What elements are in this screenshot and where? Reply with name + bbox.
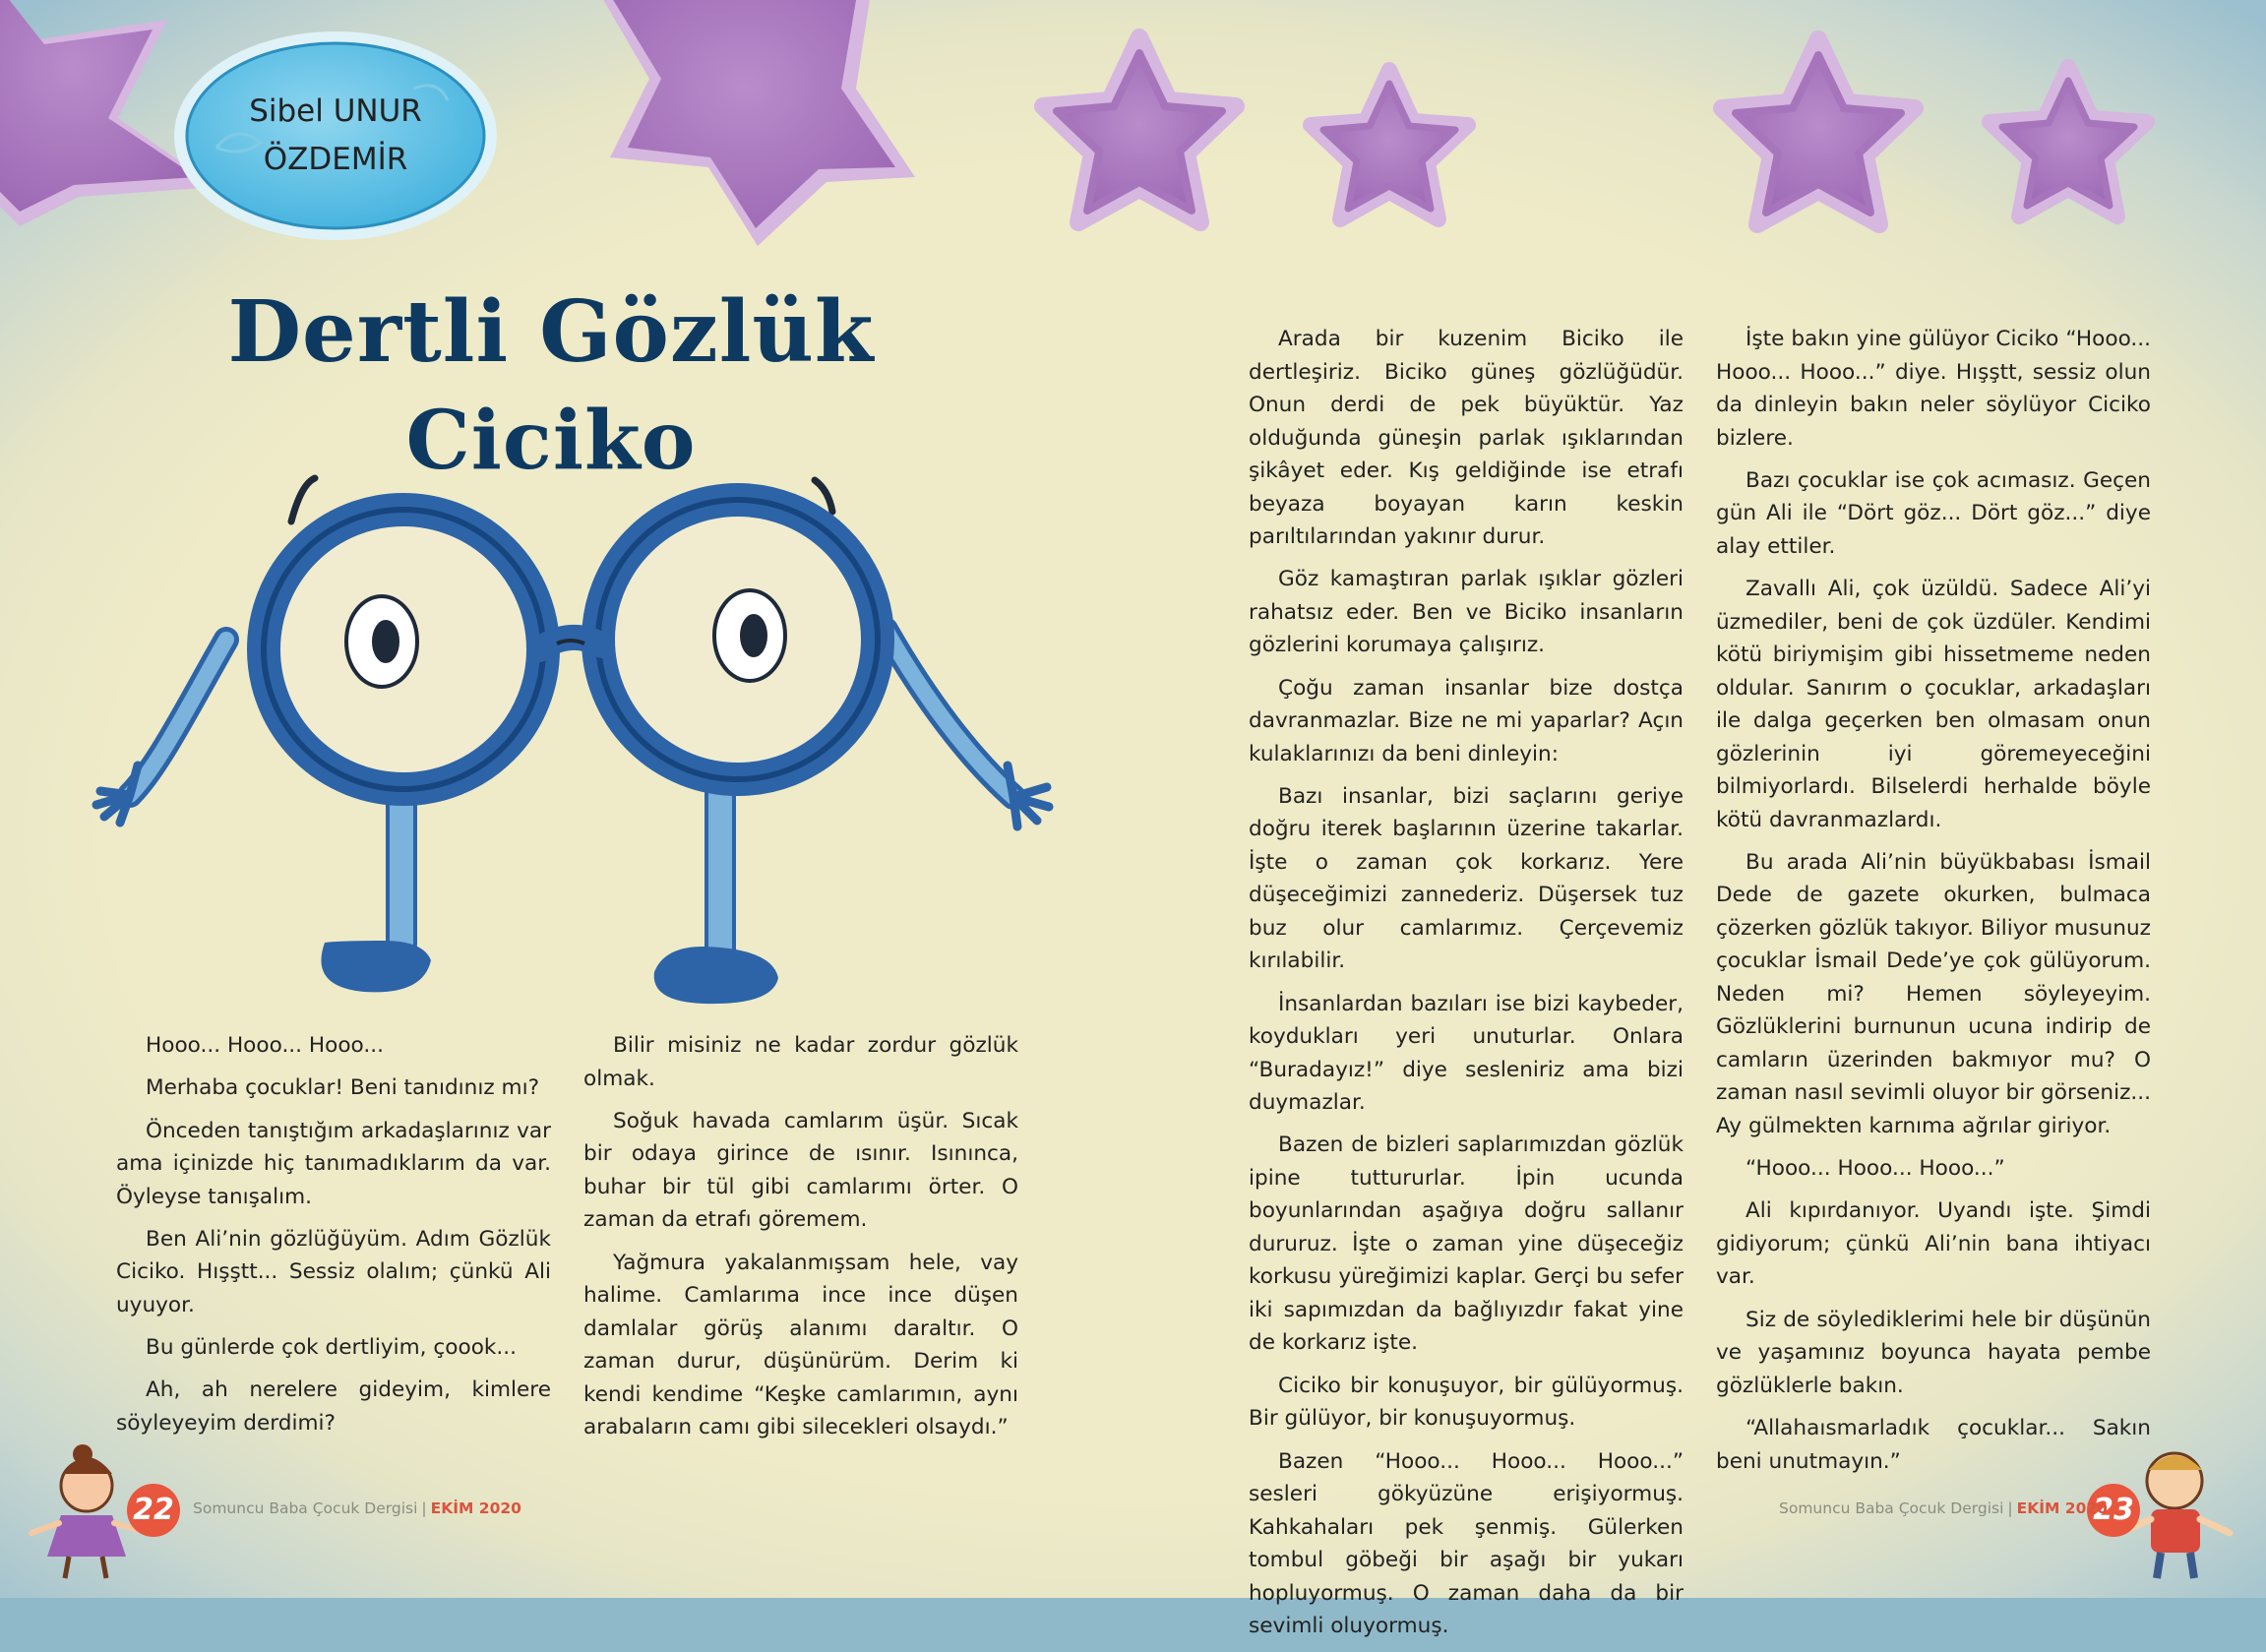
star-icon [1043, 37, 1236, 222]
star-icon [1311, 70, 1468, 219]
paragraph: Ali kıpırdanıyor. Uyandı işte. Şimdi gidiyorum; çünkü Ali’nin bana ihtiyacı var. [1716, 1198, 2151, 1290]
story-title [187, 277, 915, 496]
paragraph: Siz de söylediklerimi hele bir düşünün ve yaşamınız boyunca hayata pembe gözlüklerle bakın. [1716, 1307, 2151, 1398]
paragraph: İşte bakın yine gülüyor Ciciko “Hooo... Hooo... Hooo...” diye. Hışştt, sessiz olun da dinleyin bakın neler söylüyor Ciciko bizlere. [1716, 327, 2151, 451]
paragraph: “Hooo... Hooo... Hooo...” [1745, 1156, 2005, 1182]
paragraph: Soğuk havada camlarım üşür. Sıcak bir odaya girince de ısınır. Isınınca, buhar bir tül gibi camlarımı örter. O zaman da etrafı göremem. [583, 1108, 1018, 1233]
author-first-line: Sibel UNUR [249, 93, 422, 129]
text-column-2 [583, 1029, 1018, 1453]
paragraph: Arada bir kuzenim Biciko ile dertleşiriz. Biciko güneş gözlüğüdür. Onun derdi de pek büyüktür. Yaz olduğunda güneşin parlak ışıklarından şikâyet eder. Kış geldiğinde ise etrafı beyaza boyayan karın keskin parıltılarından yakınır durur. [1249, 327, 1684, 549]
girl-figure [31, 1444, 142, 1578]
title-line-2: Ciciko [405, 394, 697, 488]
page-number-right: 23 [2087, 1484, 2140, 1537]
paragraph: Ciciko bir konuşuyor, bir gülüyormuş. Bir gülüyor, bir konuşuyormuş. [1249, 1373, 1684, 1432]
paragraph: Zavallı Ali, çok üzüldü. Sadece Ali’yi üzmediler, beni de çok üzdüler. Kendimi kötü biriymişim gibi hissetmeme neden oldular. Sanırım o çocuklar, arkadaşları ile dalga geçerken ben olmasam onun gözlerinin iyi göremeyeceğini bilmiyorlardı. Bilselerdi herhalde böyle kötü davranmazlardı. [1716, 577, 2151, 832]
glasses-character [96, 478, 1049, 1004]
paragraph: Bazı insanlar, bizi saçlarını geriye doğru iterek başlarının üzerine takarlar. İşte o zaman çok korkarız. Yere düşeceğimizi zannederiz. Düşersek tuz buz olur camlarımız. Çerçevemiz kırılabilir. [1249, 783, 1684, 974]
paragraph: Bu günlerde çok dertliyim, çoook... [146, 1335, 518, 1361]
magazine-name: Somuncu Baba Çocuk Dergisi [1779, 1499, 2004, 1517]
author-second-line: ÖZDEMİR [263, 142, 408, 177]
issue-date: EKİM 2020 [430, 1499, 521, 1517]
footer-separator: | [421, 1499, 427, 1517]
star-icon [1990, 67, 2147, 216]
paragraph: Çoğu zaman insanlar bize dostça davranmazlar. Bize ne mi yaparlar? Açın kulaklarınızı da beni dinleyin: [1249, 675, 1684, 766]
paragraph: Hooo... Hooo... Hooo... [146, 1033, 384, 1058]
footer-right [1779, 1499, 2108, 1517]
paragraph: Merhaba çocuklar! Beni tanıdınız mı? [146, 1075, 540, 1101]
author-name [177, 37, 494, 234]
paragraph: Göz kamaştıran parlak ışıklar gözleri rahatsız eder. Ben ve Biciko insanların gözlerini korumaya çalışırız. [1249, 567, 1684, 658]
paragraph: “Allahaısmarladık çocuklar... Sakın beni unutmayın.” [1716, 1416, 2151, 1474]
star-icon [1722, 39, 1915, 224]
paragraph: Bu arada Ali’nin büyükbabası İsmail Dede de gazete okurken, bulmaca çözerken gözlük takıyor. Biliyor musunuz çocuklar İsmail Dede’ye çok gülüyorum. Neden mi? Hemen söyleyeyim. Gözlüklerini burnunun ucuna indirip de camların üzerinden bakmıyor mu? O zaman nasıl sevimli oluyor bir görseniz... Ay gülmekten karnıma ağrılar giriyor. [1716, 849, 2151, 1138]
paragraph: Bazen de bizleri saplarımızdan gözlük ipine tuttururlar. İpin ucunda boyunlarından aşağıya doğru sallanır dururuz. İşte o zaman yine düşeceğiz korkusu yüreğimizi kaplar. Gerçi bu sefer iki sapımızdan da bağlıyızdır fakat yine de korkarız işte. [1249, 1132, 1684, 1356]
paragraph: Bazen “Hooo... Hooo... Hooo...” sesleri gökyüzüne erişiyormuş. Kahkahaları pek şenmiş. Gülerken tombul göbeği bir aşağı bir yukarı hopluyormuş. O zaman daha da bir sevimli oluyormuş. [1249, 1448, 1684, 1639]
footer-left [193, 1499, 521, 1517]
text-column-3 [1249, 323, 1684, 1652]
text-column-4 [1716, 323, 2151, 1488]
magazine-name: Somuncu Baba Çocuk Dergisi [193, 1499, 418, 1517]
footer-separator: | [2007, 1499, 2013, 1517]
star-icon [581, 0, 915, 246]
title-line-1: Dertli Gözlük [227, 282, 875, 382]
paragraph: Ah, ah nerelere gideyim, kimlere söyleyeyim derdimi? [116, 1377, 551, 1436]
paragraph: İnsanlardan bazıları ise bizi kaybeder, koydukları yeri unuturlar. Onlara “Buradayız!” diye sesleniriz ama bizi duymazlar. [1249, 991, 1684, 1116]
paragraph: Bazı çocuklar ise çok acımasız. Geçen gün Ali ile “Dört göz... Dört göz...” diye alay ettiler. [1716, 467, 2151, 559]
paragraph: Bilir misiniz ne kadar zordur gözlük olmak. [583, 1033, 1018, 1091]
paragraph: Yağmura yakalanmışsam hele, vay halime. Camlarıma ince ince düşen damlalar görüş alanımı daraltır. O zaman durur, düşünürüm. Derim ki kendi kendime “Keşke camlarımın, aynı arabaların camı gibi silecekleri olsaydı.” [583, 1250, 1018, 1440]
text-column-1 [116, 1029, 551, 1449]
paragraph: Ben Ali’nin gözlüğüyüm. Adım Gözlük Ciciko. Hışştt... Sessiz olalım; çünkü Ali uyuyor. [116, 1226, 551, 1317]
page-number-left: 22 [127, 1484, 180, 1537]
issue-date: EKİM 2020 [2016, 1499, 2108, 1517]
paragraph: Önceden tanıştığım arkadaşlarınız var ama içinizde hiç tanımadıklarım da var. Öyleyse tanışalım. [116, 1118, 551, 1209]
